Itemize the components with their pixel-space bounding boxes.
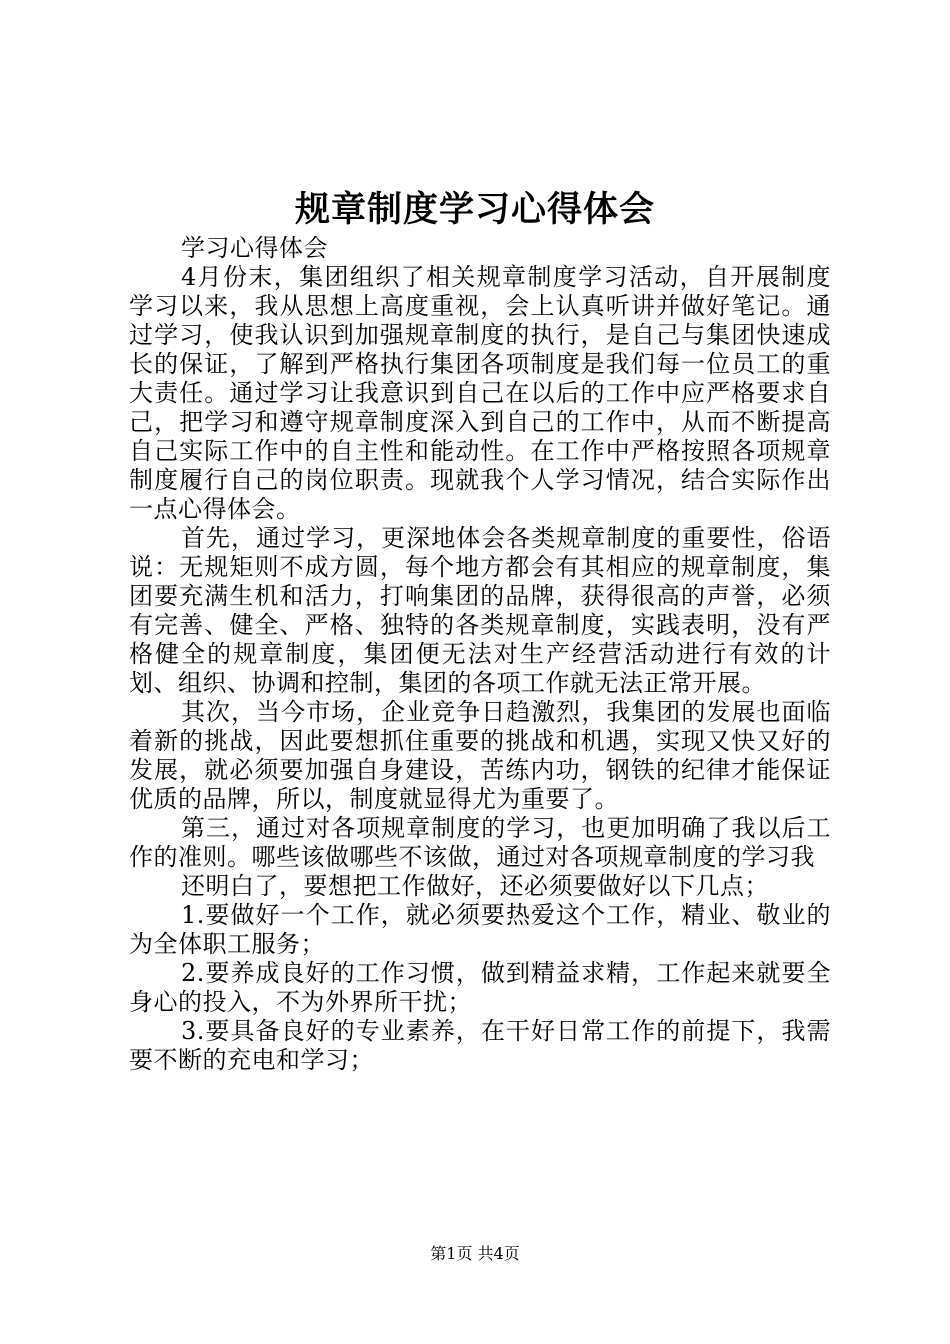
- paragraph-intro: 4月份末，集团组织了相关规章制度学习活动，自开展制度学习以来，我从思想上高度重视，会上认真听讲并做好笔记。通过学习，使我认识到加强规章制度的执行，是自己与集团快速成长的保证，了解到严格执行集团各项制度是我们每一位员工的重大责任。通过学习让我意识到自己在以后的工作中应严格要求自己，把学习和遵守规章制度深入到自己的工作中，从而不断提高自己实际工作中的自主性和能动性。在工作中严格按照各项规章制度履行自己的岗位职责。现就我个人学习情况，结合实际作出一点心得体会。: [129, 263, 831, 523]
- paragraph-heading: 学习心得体会: [181, 234, 328, 262]
- paragraph-second: 其次，当今市场，企业竞争日趋激烈，我集团的发展也面临着新的挑战，因此要想抓住重要的挑战和机遇，实现又快又好的发展，就必须要加强自身建设，苦练内功，钢铁的纪律才能保证优质的品牌，所以，制度就显得尤为重要了。: [129, 698, 831, 813]
- document-body: [129, 234, 831, 1075]
- page-number-footer: 第1页 共4页: [430, 1244, 520, 1263]
- document-title: 规章制度学习心得体会: [294, 189, 655, 230]
- paragraph-first: 首先，通过学习，更深地体会各类规章制度的重要性，俗语说：无规矩则不成方圆，每个地方都会有其相应的规章制度，集团要充满生机和活力，打响集团的品牌，获得很高的声誉，必须有完善、健全、严格、独特的各类规章制度，实践表明，没有严格健全的规章制度，集团便无法对生产经营活动进行有效的计划、组织、协调和控制，集团的各项工作就无法正常开展。: [129, 524, 831, 697]
- paragraph-third: 第三，通过对各项规章制度的学习，也更加明确了我以后工作的准则。哪些该做哪些不该做，通过对各项规章制度的学习我: [129, 814, 831, 871]
- list-item-3: 3.要具备良好的专业素养，在干好日常工作的前提下，我需要不断的充电和学习；: [129, 1017, 831, 1074]
- paragraph-points-intro: 还明白了，要想把工作做好，还必须要做好以下几点；: [181, 872, 769, 900]
- list-item-1: 1.要做好一个工作，就必须要热爱这个工作，精业、敬业的为全体职工服务；: [129, 901, 831, 958]
- list-item-2: 2.要养成良好的工作习惯，做到精益求精，工作起来就要全身心的投入，不为外界所干扰；: [129, 959, 831, 1016]
